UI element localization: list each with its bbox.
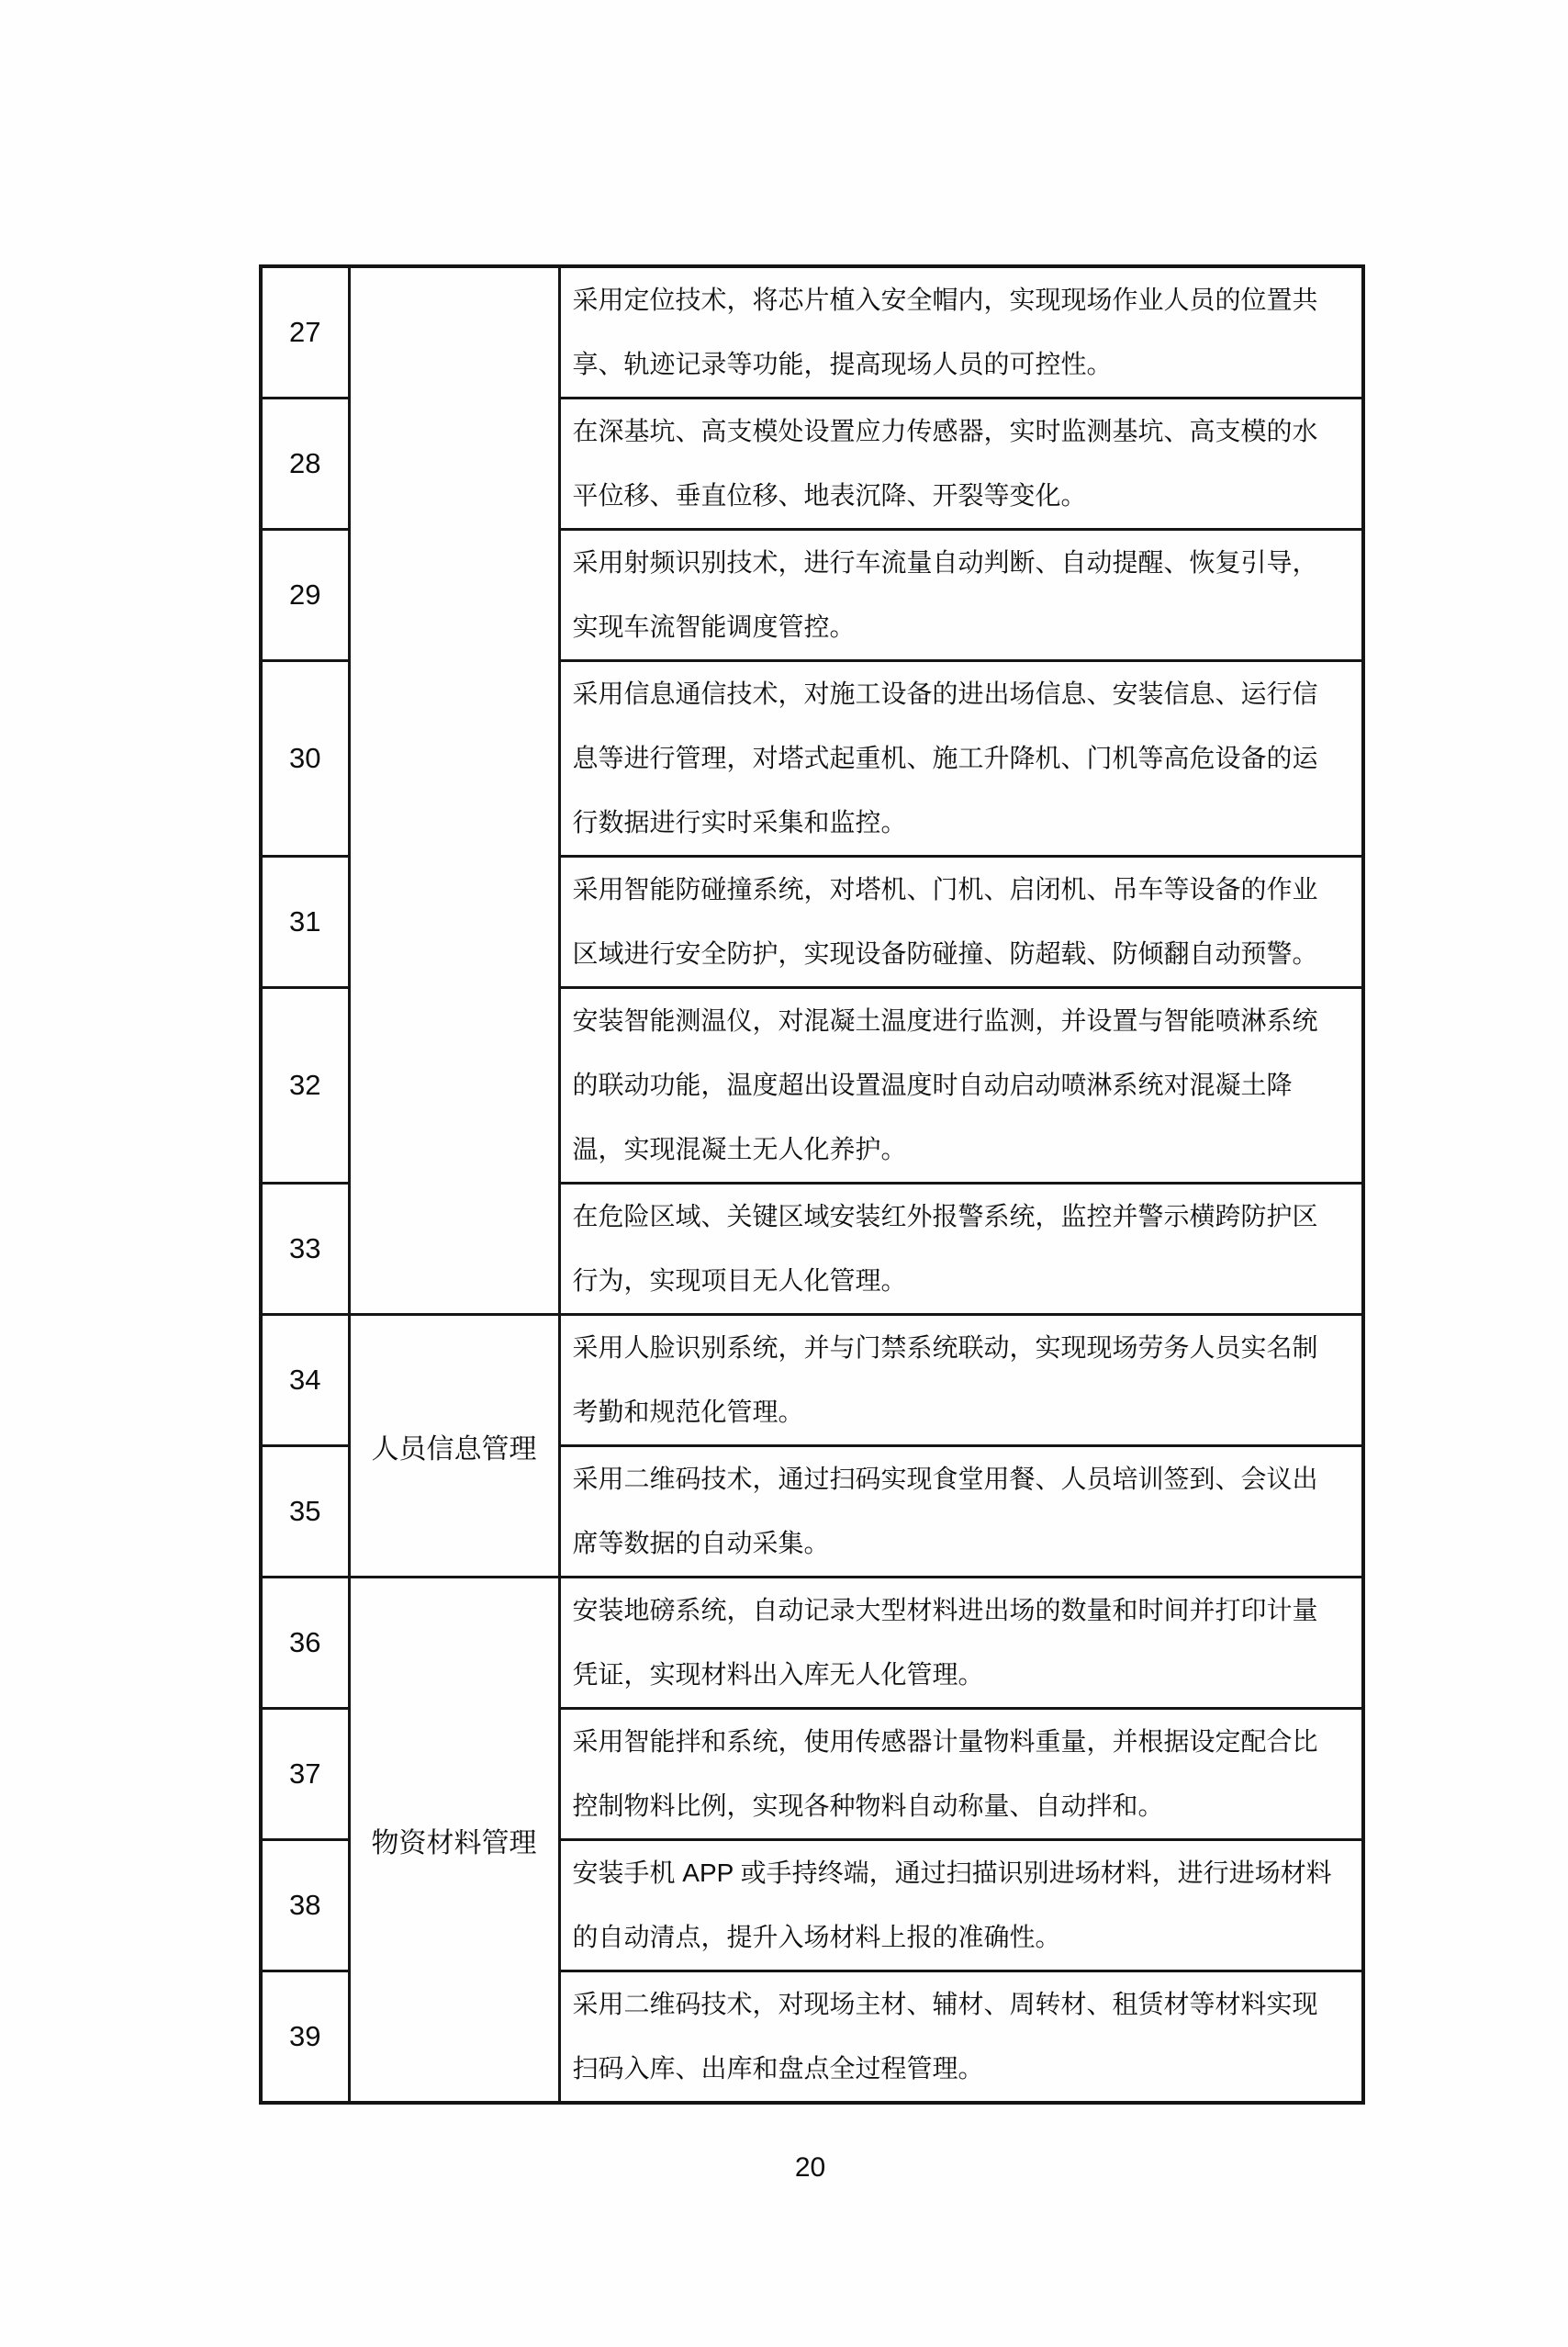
row-number: 29 [261, 530, 349, 661]
table-row [261, 1315, 1363, 1446]
description-line: 控制物料比例，实现各种物料自动称量、自动拌和。 [572, 1791, 1164, 1820]
row-number: 39 [261, 1971, 349, 2104]
description-line: 采用二维码技术，通过扫码实现食堂用餐、人员培训签到、会议出 [572, 1465, 1318, 1493]
table-body [261, 266, 1363, 2103]
description-line: 行数据进行实时采集和监控。 [572, 808, 907, 837]
description-line: 采用智能拌和系统，使用传感器计量物料重量，并根据设定配合比 [572, 1727, 1318, 1756]
measure-description [559, 266, 1363, 399]
page-number: 20 [794, 2152, 826, 2183]
description-line: 扫码入库、出库和盘点全过程管理。 [572, 2054, 984, 2083]
row-number: 28 [261, 399, 349, 530]
measure-description [559, 1184, 1363, 1315]
measure-description [559, 857, 1363, 988]
category-cell: 人员信息管理 [349, 1315, 559, 1578]
measure-description [559, 530, 1363, 661]
row-number: 33 [261, 1184, 349, 1315]
row-number: 27 [261, 266, 349, 399]
description-line: 的联动功能，温度超出设置温度时自动启动喷淋系统对混凝土降 [572, 1071, 1293, 1099]
description-line: 考勤和规范化管理。 [572, 1398, 804, 1426]
measure-description [559, 1446, 1363, 1578]
table-row [261, 1578, 1363, 1709]
category-cell [349, 266, 559, 1315]
category-cell: 物资材料管理 [349, 1578, 559, 2104]
description-line: 实现车流智能调度管控。 [572, 612, 856, 641]
description-line: 采用定位技术，将芯片植入安全帽内，实现现场作业人员的位置共 [572, 286, 1318, 314]
row-number: 30 [261, 661, 349, 857]
row-number: 32 [261, 988, 349, 1184]
row-number: 35 [261, 1446, 349, 1578]
description-line: 行为，实现项目无人化管理。 [572, 1266, 907, 1295]
description-line: 采用二维码技术，对现场主材、辅材、周转材、租赁材等材料实现 [572, 1990, 1318, 2018]
description-line: 采用智能防碰撞系统，对塔机、门机、启闭机、吊车等设备的作业 [572, 875, 1318, 904]
description-line: 凭证，实现材料出入库无人化管理。 [572, 1660, 984, 1689]
row-number: 37 [261, 1709, 349, 1840]
description-line: 在危险区域、关键区域安装红外报警系统，监控并警示横跨防护区 [572, 1202, 1318, 1230]
description-line: 采用射频识别技术，进行车流量自动判断、自动提醒、恢复引导， [572, 548, 1318, 577]
row-number: 38 [261, 1840, 349, 1971]
description-line: 的自动清点，提升入场材料上报的准确性。 [572, 1923, 1061, 1951]
row-number: 31 [261, 857, 349, 988]
description-line: 席等数据的自动采集。 [572, 1529, 830, 1557]
measure-description [559, 1709, 1363, 1840]
measure-description [559, 1840, 1363, 1971]
description-line: 安装智能测温仪，对混凝土温度进行监测，并设置与智能喷淋系统 [572, 1006, 1318, 1035]
technology-measures-table [259, 264, 1365, 2105]
description-line: 在深基坑、高支模处设置应力传感器，实时监测基坑、高支模的水 [572, 417, 1318, 445]
measure-description [559, 1971, 1363, 2104]
row-number: 34 [261, 1315, 349, 1446]
measure-description [559, 1578, 1363, 1709]
description-line: 平位移、垂直位移、地表沉降、开裂等变化。 [572, 481, 1087, 510]
description-line: 区域进行安全防护，实现设备防碰撞、防超载、防倾翻自动预警。 [572, 939, 1318, 968]
description-line: 安装地磅系统，自动记录大型材料进出场的数量和时间并打印计量 [572, 1596, 1318, 1624]
measure-description [559, 399, 1363, 530]
row-number: 36 [261, 1578, 349, 1709]
measure-description [559, 661, 1363, 857]
description-line: 采用信息通信技术，对施工设备的进出场信息、安装信息、运行信 [572, 679, 1318, 708]
measure-description [559, 1315, 1363, 1446]
measure-description [559, 988, 1363, 1184]
description-line: 息等进行管理，对塔式起重机、施工升降机、门机等高危设备的运 [572, 744, 1318, 772]
table-row [261, 266, 1363, 399]
description-line: 享、轨迹记录等功能，提高现场人员的可控性。 [572, 350, 1113, 378]
description-line: 温，实现混凝土无人化养护。 [572, 1135, 907, 1163]
description-line: 采用人脸识别系统，并与门禁系统联动，实现现场劳务人员实名制 [572, 1333, 1318, 1362]
description-line: 安装手机 APP 或手持终端，通过扫描识别进场材料，进行进场材料 [572, 1859, 1332, 1887]
